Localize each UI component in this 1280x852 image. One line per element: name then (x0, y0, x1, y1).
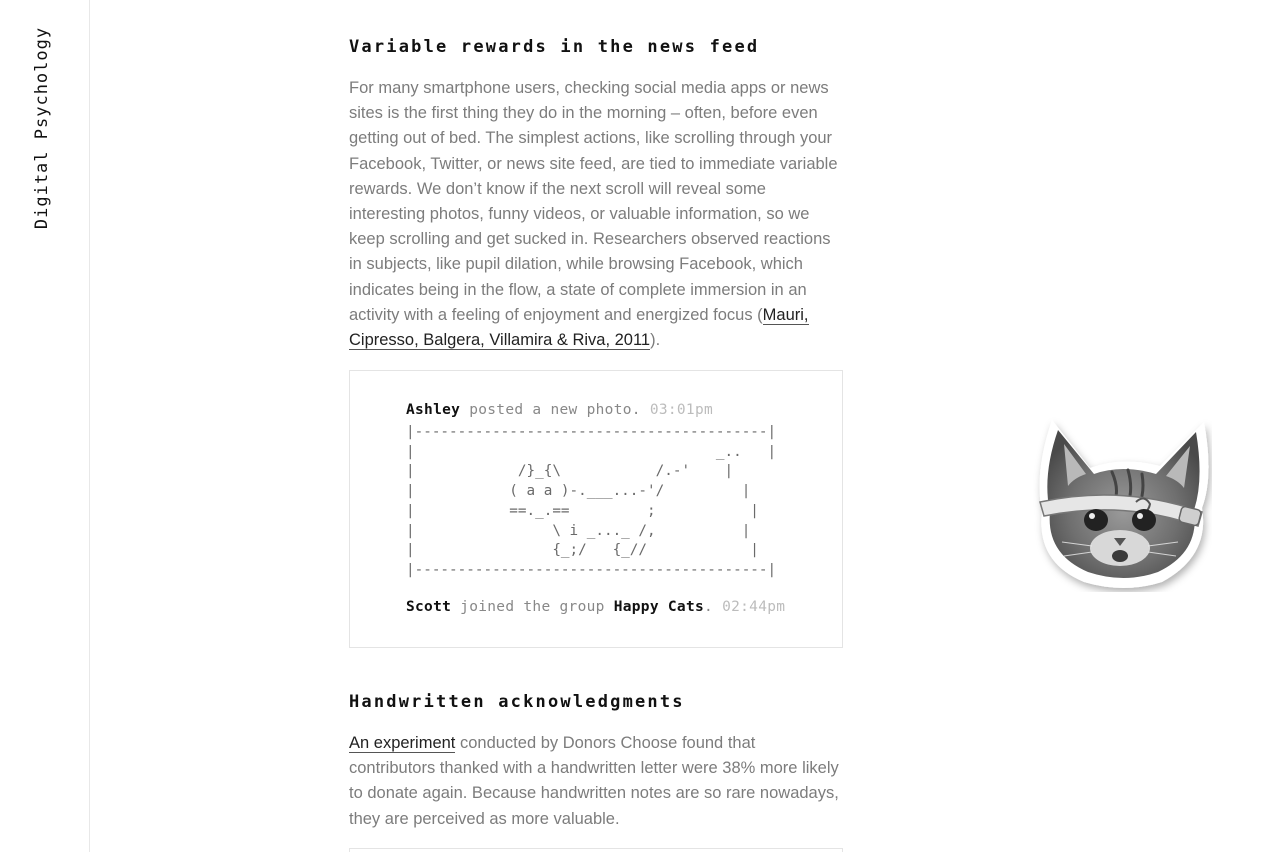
feed-action-text: joined the group (451, 599, 614, 615)
section-heading-handwritten-acknowledgments: Handwritten acknowledgments (349, 692, 685, 712)
experiment-link[interactable]: An experiment (349, 734, 456, 752)
acknowledgments-body-text: conducted by Donors Choose found that contributors thanked with a handwritten letter were 38% more likely to donate again. Because handwritten notes are so rare nowadays, they are perceived as more valuable. (349, 734, 839, 828)
ascii-cat-photo: |-----------------------------------------| | _.. | | /}_{\ /.-' | | ( a a )-.___...-'/ | | ==._.== ; | | \ i _..._ /, | | {_;/ {_// | |-----------------------------------------| (406, 424, 777, 578)
feed-timestamp: 02:44pm (722, 599, 786, 615)
section-heading-variable-rewards: Variable rewards in the news feed (349, 37, 760, 57)
cat-with-smart-glasses-icon (1032, 416, 1212, 592)
rewards-closing-text: ). (650, 331, 661, 350)
sidebar (0, 0, 90, 852)
news-feed-example (349, 370, 843, 648)
feed-timestamp: 03:01pm (649, 402, 714, 418)
rewards-body-text: For many smartphone users, checking social media apps or news sites is the first thing they do in the morning – often, before even getting out of bed. The simplest actions, like scrolling through your Facebook, Twitter, or news site feed, are tied to immediate variable rewards. We don’t know if the next scroll will reveal some interesting photos, funny videos, or valuable information, so we keep scrolling and get sucked in. Researchers observed reactions in subjects, like pupil dilation, while browsing Facebook, which indicates being in the flow, a state of complete immersion in an activity with a feeling of enjoyment and energized focus ( (349, 79, 838, 324)
variable-rewards-paragraph (349, 76, 841, 353)
citation-link-mauri-2011[interactable]: Mauri, Cipresso, Balgera, Villamira & Riva, 2011 (349, 305, 809, 350)
feed-post-scott (406, 599, 785, 615)
acknowledgments-paragraph (349, 731, 841, 832)
feed-actor-name: Ashley (406, 402, 461, 418)
feed-actor-name: Scott (406, 599, 452, 615)
feed-action-text: posted a new photo. (460, 402, 650, 418)
feed-post-ashley (406, 402, 713, 418)
feed-group-name: Happy Cats (613, 599, 705, 615)
second-example-box (349, 848, 843, 852)
feed-punctuation: . (704, 599, 723, 615)
site-title-link[interactable]: Digital Psychology (32, 26, 52, 230)
